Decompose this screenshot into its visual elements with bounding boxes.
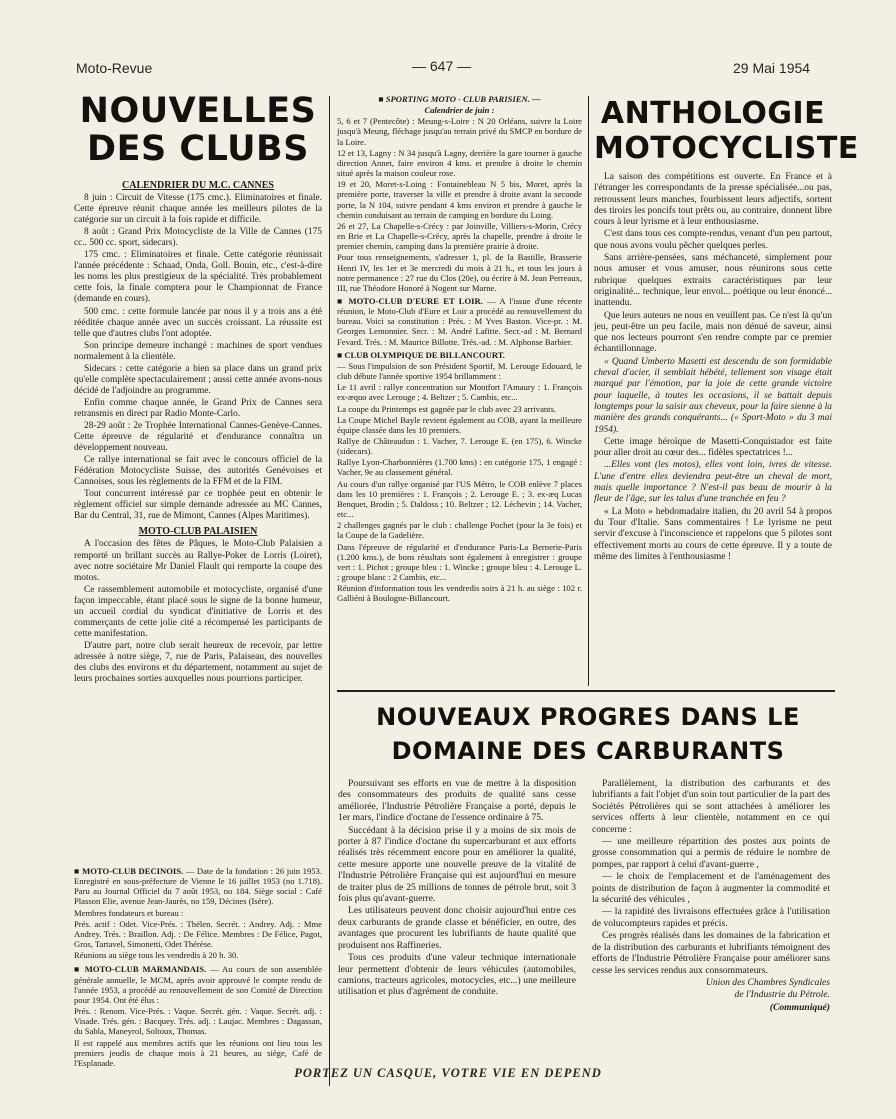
paragraph: Réunions au siège tous les vendredis à 20 h. 30. (74, 950, 239, 961)
paragraph: 2 challenges gagnés par le club : challenge Pochet (pour la 3e fois) et la Coupe de la Gadelière. (337, 520, 582, 541)
clubs-title (70, 92, 326, 168)
cannes-article (74, 193, 322, 522)
paragraph: Succédant à la décision prise il y a moins de six mois de porter à 87 l'indice d'octane du supercarburant et aux efforts réalisés très récemment encore pour en améliorer la qualité, cette mesure apporte une nouvelle preuve de la vitalité de l'Industrie Pétrolière Française qui est aujourd'hui en mesure de traiter plus de 25 millions de tonnes de pétrole brut, soit 3 fois plus qu'avant-guerre. (338, 824, 576, 905)
paragraph: Réunion d'information tous les vendredis soirs à 21 h. au siège : 102 r. Galliéni à Boulogne-Billancourt. (337, 583, 582, 604)
carburants-right-column (592, 778, 830, 1058)
paragraph: — Sous l'impulsion de son Président Sportif, M. Lerouge Edouard, le club débute l'année sportive 1954 brillamment : (337, 360, 582, 382)
anthologie-para6: « La Moto » hebdomadaire italien, du 20 avril 54 à propos du Tour d'Italie. Sans commentaires ! Le lyrisme ne peut servir d'excuse à l'inconscience et rappelons que 5 pilotes sont effectivement morts au cours de cette épreuve. Il y a toute de même des limites à l'enthousiasme ! (594, 506, 832, 562)
clubs-column (74, 176, 322, 856)
magazine-name: Moto-Revue (76, 60, 153, 76)
carburants-title-line2: DOMAINE DES CARBURANTS (391, 737, 785, 765)
carburants-left-text (338, 778, 576, 998)
marmandais-article: ■ MOTO-CLUB MARMANDAIS. — Au cours de son assemblée générale annuelle, le MCM, après avoir approuvé le compte rendu de l'année 1953, a procédé au renouvellement de son Comité de Direction pour 1954. Ont été élus : (74, 964, 322, 1005)
paragraph: Rallye Lyon-Charbonnières (1.700 kms) : en catégorie 175, 1 engagé : Vacher, 9e au classement général. (337, 457, 582, 478)
decinois-article: ■ MOTO-CLUB DECINOIS. — Date de la fondation : 26 juin 1953. Enregistré en sous-préfecture de Vienne le 16 juillet 1953 (no 1.718). Paru au Journal Officiel du 7 août 1953, no 184. Siège social : Café Plasson Elie, avenue Jean-Jaurès, no 159, Décines (Isère). (74, 866, 322, 907)
paragraph: A l'occasion des fêtes de Pâques, le Moto-Club Palaisien a remporté un brillant succès au Rallye-Poker de Lorris (Loiret), avec notre sociétaire Mr Daniel Flault qui remporte la coupe des motos. (74, 539, 322, 583)
middle-column (337, 94, 582, 686)
olympique-heading-line: ■ CLUB OLYMPIQUE DE BILLANCOURT. (337, 349, 505, 360)
anthologie-intro (594, 172, 832, 356)
decinois-heading: MOTO-CLUB DECINOIS. (82, 866, 184, 876)
paragraph: Prés. : Renom. Vice-Prés. : Vaque. Secrét. gén. : Vaque. Secrét. adj. : Visade. Trés. gén. : Bacquey. Trés. adj. : Laujac. Membres : Dagassan, du Sabla, Maneyrol, Soltoux, Thomas. (74, 1006, 322, 1037)
decinois-text: — Date de la fondation : 26 juin 1953. Enregistré en sous-préfecture de Vienne le 16 juillet 1953 (no 1.718). Paru au Journal Officiel du 7 août 1953, no 184. Siège social : Café Plasson Elie, avenue Jean-Jaurès, no 159, Décines (Isère). (74, 866, 322, 907)
paragraph: 19 et 20, Moret-s-Loing : Fontainebleau N 5 bis, Moret, après la première porte, traverser la ville et prendre à droite avant la seconde porte, la N 104, suivre pendant 4 kms environ et prendre à gauche le chemin conduisant au terrain de camping en bordure du Loing. (337, 179, 582, 220)
paragraph: C'est dans tous ces compte-rendus, venant d'un peu partout, que nous avons voulu pêcher quelques perles. (594, 229, 832, 251)
issue-date: 29 Mai 1954 (733, 60, 811, 76)
olympique-article (337, 361, 582, 604)
clubs-small-column (74, 866, 322, 1086)
carburants-left-column (338, 778, 576, 1058)
paragraph: — le choix de l'emplacement et de l'aménagement des points de distribution de façon à augmenter la commodité et la sécurité des véhicules , (592, 871, 830, 906)
paragraph: La saison des compétitions est ouverte. En France et à l'étranger les correspondants de la presse spécialisée...ou pas, retroussent leurs manches, fourbissent leurs adjectifs, sortent des tiroirs les poncifs tout prêts ou, au contraire, donnent libre cours à leur lyrisme et à leur enthousiasme. (594, 172, 832, 228)
paragraph: La coupe du Printemps est gagnée par le club avec 23 arrivants. (337, 403, 557, 414)
paragraph: 8 août : Grand Prix Motocycliste de la Ville de Cannes (175 cc.. 500 cc. sport, sidecars). (74, 227, 322, 249)
decinois-lines (74, 908, 322, 961)
anthologie-para5: Cette image héroïque de Masetti-Conquistador est faite pour aller droit au cœur des... fidèles spectatrices !... (594, 436, 832, 459)
paragraph: 5, 6 et 7 (Pentecôte) : Meung-s-Loire : N 20 Orléans, suivre la Loire jusqu'à Meung, fléchage jusqu'au terrain privé du SMCP en bordure de la Loire. (337, 116, 582, 147)
anthologie-title-line2: MOTOCYCLISTE (594, 131, 859, 166)
column-divider-left (329, 96, 330, 1086)
cannes-heading: CALENDRIER DU M.C. CANNES (122, 180, 274, 191)
paragraph: Tout concurrent intéressé par ce trophée peut en obtenir le règlement officiel sur simple demande adressée au MC Cannes, Bar du Central, 31, rue de Mimont, Cannes (Alpes Maritimes). (74, 489, 322, 522)
signature-line2: de l'Industrie du Pétrole. (734, 989, 830, 1001)
signature-line1: Union des Chambres Syndicales (705, 976, 830, 988)
paragraph: — une meilleure répartition des postes aux points de grosse consommation qui a permis de réduire le nombre de pompes, par rapport à celui d'avant-guerre , (592, 836, 830, 870)
sporting-heading: SPORTING MOTO - CLUB PARISIEN. (385, 94, 530, 104)
paragraph: Les utilisateurs peuvent donc choisir aujourd'hui entre ces deux carburants de grande classe et bénéficier, en outre, des avantages que procurent les lubrifiants de haute qualité que produisent nos Raffineries. (338, 905, 576, 951)
palaisien-heading: MOTO-CLUB PALAISIEN (138, 526, 258, 538)
eure-heading: MOTO-CLUB D'EURE ET LOIR. (348, 295, 483, 306)
paragraph: Il est rappelé aux membres actifs que les réunions ont lieu tous les premiers jeudis de chaque mois à 21 heures, au siège, Café de l'Esplanade. (74, 1037, 322, 1068)
paragraph: 175 cmc. : Eliminatoires et finale. Cette catégorie réunissait l'année précédente : Schaad, Onda, Goll. Bouin, etc., c'est-à-dire les noms les plus prestigieux de la spécialité. Très probablement cette fois, la finale comptera pour le Championnat de France (demande en cours). (74, 250, 322, 305)
signature-line3: (Communiqué) (769, 1001, 830, 1013)
anthologie-title-line1: ANTHOLOGIE (600, 96, 826, 131)
paragraph: 8 juin : Circuit de Vitesse (175 cmc.). Eliminatoires et finale. Cette épreuve réunit chaque année les meilleurs pilotes de la catégorie sur un circuit à la fois rapide et difficile. (74, 193, 322, 226)
paragraph: Ce rassemblement automobile et motocycliste, organisé d'une façon impeccable, étant placé sous le signe de la bonne humeur, un accueil cordial du syndicat d'initiative de Lorris et des commerçants de cette jolie cité a récompensé les participants de cette manifestation. (74, 584, 322, 639)
paragraph: Le 11 avril : rallye concentration sur Montfort l'Amaury : 1. François ex-æquo avec Lerouge ; 4. Beltzer ; 5. Cambis, etc... (337, 382, 582, 403)
paragraph: Parallèlement, la distribution des carburants et des lubrifiants a fait l'objet d'un soin tout particulier de la part des Sociétés Pétrolières qui se sont attachées à améliorer les services offerts à leur clientèle, notamment en ce qui concerne : (592, 778, 830, 835)
anthologie-quote2: ...Elles vont (les motos), elles vont loin, ivres de vitesse. L'une d'entre elles deviendra peut-être un cheval de mort, mais quelle importance ? N'est-il pas beau de mourir à la fleur de l'âge, sur les talus d'une tranchée en feu ? (594, 460, 832, 505)
clubs-title-line2: DES CLUBS (87, 129, 309, 169)
eure-article: ■ MOTO-CLUB D'EURE ET LOIR. — A l'issue d'une récente réunion, le Moto-Club d'Eure et Loir a procédé au renouvellement du bureau. Voici sa constitution : Prés. : M Yves Baston. Vice-pr. : M. Georges Lemonnier. Secr. : M. André Lafitte. Secr.-ad : M. Bernard Fevard. Trés. : M. Maurice Billotte. Trés.-ad. : M. Alphonse Barbier. (337, 295, 582, 347)
paragraph: Au cours d'un rallye organisé par l'US Métro, le COB enlève 7 places dans les 10 premières : 1. François ; 2. Lerouge E. ; 3. ex-æq Lucas Benquet, Brodin ; 5. Daldoss ; 10. Beltzer ; 12. Léchevin ; 14. Vacher, etc... (337, 478, 582, 520)
paragraph: 28-29 août : 2e Trophée International Cannes-Genève-Cannes. Cette épreuve de régularité et d'endurance connaîtra un développement nouveau. (74, 420, 322, 454)
marmandais-heading: MOTO-CLUB MARMANDAIS. (84, 964, 207, 975)
carburants-right-text (592, 778, 830, 976)
carburants-top-rule (337, 690, 835, 692)
paragraph: Ces progrès réalisés dans les domaines de la fabrication et de la distribution des carburants et lubrifiants témoignent des efforts de l'Industrie Pétrolière Française pour améliorer sans cesse les services rendus aux consommateurs. (592, 930, 830, 976)
footer-slogan: PORTEZ UN CASQUE, VOTRE VIE EN DEPEND (294, 1066, 602, 1080)
paragraph: Enfin comme chaque année, le Grand Prix de Cannes sera retransmis en direct par Radio Monte-Carlo. (74, 397, 322, 419)
page-number: — 647 — (412, 58, 472, 74)
paragraph: Sidecars : cette catégorie a bien sa place dans un grand prix qu'elle complète spectaculairement ; aussi cette année avons-nous décidé de l'adjoindre au programme. (74, 363, 322, 396)
carburants-title (340, 700, 836, 768)
paragraph: Rallye de Châteaudun : 1. Vacher, 7. Lerouge E. (en 175), 6. Wincke (sidecars). (337, 436, 582, 457)
paragraph: Sans arrière-pensées, sans méchanceté, simplement pour nous amuser et vous amuser, nous réunirons sous cette rubrique quelques extraits caractéristiques par leur originalité... technique, leur envol... poétique ou leur énoncé... inattendu. (594, 253, 832, 309)
paragraph: D'autre part, notre club serait heureux de recevoir, par lettre adressée à notre siège, 7, rue de Paris, Palaiseau, des nouvelles des clubs des environs et du département, notamment au sujet de leurs prochaines sorties auxquelles nous pourrions participer. (74, 640, 322, 685)
column-divider-right (588, 96, 589, 686)
sporting-heading-line: ■ SPORTING MOTO - CLUB PARISIEN. — (378, 94, 541, 104)
marmandais-lines (74, 1006, 322, 1068)
paragraph: Pour tous renseignements, s'adresser 1, pl. de la Bastille, Brasserie Henri IV, les 1er et 3e mercredi du mois à 21 h., et tous les jours à notre permanence : 27 rue du Clos (20e), ou écrire à M. Jean Perreaux, III, rue Théodore Honoré à Nogent sur Marne. (337, 252, 582, 293)
sporting-article (337, 116, 582, 293)
paragraph: Dans l'épreuve de régularité et d'endurance Paris-La Bernerie-Paris (1.200 kms.), de bons résultats sont également à enregistrer : groupe vert : 1. Pichot ; groupe bleu : 1. Wincke ; groupe bleu : 4. Lerouge L. ; groupe blanc : 2 Cambis, etc... (337, 541, 582, 583)
paragraph: Tous ces produits d'une valeur technique internationale leur permettent d'obtenir de leurs véhicules (automobiles, camions, tracteurs agricoles, motocycles, etc...) une meilleure utilisation et plus d'agrément de conduite. (338, 952, 576, 998)
palaisien-article (74, 539, 322, 685)
anthologie-column (594, 172, 832, 686)
anthologie-title (594, 96, 859, 166)
olympique-heading: CLUB OLYMPIQUE DE BILLANCOURT. (344, 349, 505, 360)
eure-text: — A l'issue d'une récente réunion, le Moto-Club d'Eure et Loir a procédé au renouvellement du bureau. Voici sa constitution : Prés. : M Yves Baston. Vice-pr. : M. Georges Lemonnier. Secr. : M. André Lafitte. Secr.-ad : M. Bernard Fevard. Trés. : M. Maurice Billotte. Trés.-ad. : M. Alphonse Barbier. (337, 295, 582, 347)
marmandais-text: — Au cours de son assemblée générale annuelle, le MCM, après avoir approuvé le compte rendu de l'année 1953, a procédé au renouvellement de son Comité de Direction pour 1954. Ont été élus : (74, 964, 322, 1005)
paragraph: Que leurs auteurs ne nous en veuillent pas. Ce n'est là qu'un jeu, peut-être un peu facile, mais non dénué de saveur, ainsi que nos lecteurs pourront s'en rendre compte par ce premier échantillonnage. (594, 310, 832, 355)
paragraph: — la rapidité des livraisons effectuées grâce à l'utilisation de volucompteurs rapides et précis. (592, 906, 830, 929)
paragraph: Prés. actif : Odet. Vice-Prés. : Thélen. Secrét. : Andrey. Adj. : Mme Andrey. Trés. : Braillon. Adj. : De Félice. Membres : De Félice, Pagot, Gros, Tartavel, Simonetti, Odet Thérèse. (74, 918, 322, 950)
paragraph: Membres fondateurs et bureau : (74, 907, 184, 918)
anthologie-quote1: « Quand Umberto Masetti est descendu de son formidable cheval d'acier, il semblait hébété, tellement son visage était marqué par l'émotion, par la joie de cette grande victoire pour laquelle, à toutes les occasions, il se battait depuis longtemps pour la saisir aux cheveux, pour la faire sienne à la manière des grands conquérants... (« Sport-Moto » du 3 mai 1954). (594, 356, 832, 435)
paragraph: Ce rallye international se fait avec le concours officiel de la Fédération Motocycliste Suisse, des autorités Genévoises et Cannoises, sous les règlements de la FFM et de la FIM. (74, 455, 322, 488)
paragraph: Poursuivant ses efforts en vue de mettre à la disposition des consommateurs des produits de qualité sans cesse améliorée, l'Industrie Pétrolière Française a porté, depuis le 1er mars, l'indice d'octane de l'essence ordinaire à 75. (338, 778, 576, 824)
paragraph: La Coupe Michel Bayle revient également au COB, ayant la meilleure équipe classée dans les 10 premiers. (337, 414, 582, 435)
paragraph: 500 cmc. : cette formule lancée par nous il y a trois ans a été rééditée chaque année avec un succès croissant. La réussite est telle que d'autres clubs l'ont adoptée. (74, 306, 322, 339)
paragraph: Son principe demeure inchangé : machines de sport vendues normalement à la clientèle. (74, 340, 322, 362)
clubs-title-line1: NOUVELLES (79, 91, 317, 131)
paragraph: 12 et 13, Lagny : N 34 jusqu'à Lagny, derrière la gare tourner à gauche direction Annet, faire environ 4 kms. et prendre à droite le chemin situé après la maison couleur rose. (337, 147, 582, 179)
paragraph: 26 et 27, La Chapelle-s-Crécy : par Joinville, Villiers-s-Morin, Crécy en Brie et La Chapelle-s-Crécy, après la chapelle, prendre à droite le premier chemin, camping dans la première prairie à droite. (337, 220, 582, 252)
carburants-title-line1: NOUVEAUX PROGRES DANS LE (376, 703, 800, 731)
sporting-sub: Calendrier de juin : (424, 105, 495, 116)
